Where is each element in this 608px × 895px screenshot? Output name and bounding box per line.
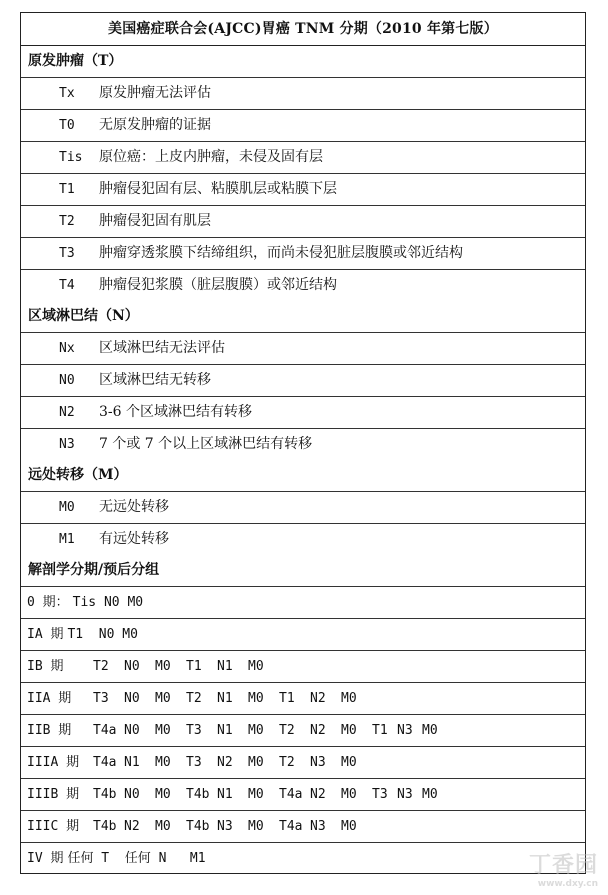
stage-cell: M0 — [248, 755, 264, 770]
stage-row — [21, 811, 585, 843]
stage-cell: T3 — [186, 723, 202, 738]
stage-cell: T3 — [372, 787, 388, 802]
stage-cell: M0 — [155, 723, 171, 738]
stage-cell: M0 — [155, 787, 171, 802]
stage-cell: T1 — [372, 723, 388, 738]
t-category-row — [21, 206, 585, 238]
n-category-row — [21, 429, 585, 460]
watermark-logo — [529, 848, 598, 889]
stage-row — [21, 843, 585, 874]
n-category-row — [21, 397, 585, 429]
stage-cell: M0 — [155, 755, 171, 770]
stage-cell: T3 — [186, 755, 202, 770]
stage-cell: M0 — [341, 755, 357, 770]
stage-cell: N2 — [217, 755, 233, 770]
stage-label: 0 期： — [27, 595, 69, 610]
t-category-description: 无原发肿瘤的证据 — [99, 117, 211, 133]
stage-cell: T1 — [279, 691, 295, 706]
stage-cell: T4a — [93, 755, 117, 770]
stage-cell: M0 — [155, 819, 171, 834]
stage-cell: N3 — [217, 819, 233, 834]
stage-cell: T3 — [93, 691, 109, 706]
n-category-code: N0 — [59, 373, 75, 388]
stage-row — [21, 779, 585, 811]
stage-cell: N1 — [217, 787, 233, 802]
stage-combination: T1 N0 M0 — [67, 627, 138, 642]
n-category-row — [21, 365, 585, 397]
stage-label: IIIC 期 — [27, 819, 80, 834]
stage-cell: M0 — [155, 659, 171, 674]
stage-cell: T2 — [279, 723, 295, 738]
t-category-row — [21, 238, 585, 270]
watermark-url: www.dxy.cn — [537, 879, 598, 889]
stage-label: IA 期 — [27, 627, 64, 642]
stage-cell: N2 — [310, 723, 326, 738]
stage-section-heading: 解剖学分期/预后分组 — [21, 555, 585, 587]
stage-cell: T2 — [186, 691, 202, 706]
t-category-description: 原发肿瘤无法评估 — [99, 85, 211, 101]
t-category-code: Tx — [59, 86, 75, 101]
n-category-code: Nx — [59, 341, 75, 356]
m-section-heading: 远处转移（M） — [21, 460, 585, 492]
stage-cell: M0 — [341, 787, 357, 802]
stage-cell: T1 — [186, 659, 202, 674]
stage-cell: N3 — [397, 787, 413, 802]
stage-row — [21, 587, 585, 619]
stage-cell: T4b — [186, 819, 210, 834]
stage-cell: N3 — [310, 755, 326, 770]
watermark-text: 丁香园 — [528, 853, 598, 878]
stage-row — [21, 683, 585, 715]
stage-cell: N1 — [217, 691, 233, 706]
m-category-code: M0 — [59, 500, 75, 515]
stage-cell: M0 — [248, 691, 264, 706]
stage-row — [21, 651, 585, 683]
stage-cell: T4a — [279, 819, 303, 834]
stage-cell: M0 — [422, 723, 438, 738]
n-category-description: 区域淋巴结无转移 — [99, 372, 211, 388]
n-category-description: 7 个或 7 个以上区域淋巴结有转移 — [99, 436, 313, 452]
stage-label: IV 期 — [27, 851, 64, 866]
t-category-description: 肿瘤侵犯浆膜（脏层腹膜）或邻近结构 — [99, 277, 337, 293]
n-section-heading: 区域淋巴结（N） — [21, 301, 585, 333]
stage-label: IIIA 期 — [27, 755, 80, 770]
stage-row — [21, 619, 585, 651]
m-category-description: 无远处转移 — [99, 499, 169, 515]
stage-cell: N3 — [310, 819, 326, 834]
stage-cell: M0 — [248, 723, 264, 738]
stage-cell: N0 — [124, 723, 140, 738]
stage-cell: T4b — [93, 819, 117, 834]
stage-label: IIIB 期 — [27, 787, 80, 802]
stage-cell: M0 — [341, 691, 357, 706]
stage-cell: N0 — [124, 659, 140, 674]
stage-label: IIB 期 — [27, 723, 72, 738]
t-category-code: T3 — [59, 246, 75, 261]
t-category-row — [21, 270, 585, 301]
t-category-row — [21, 174, 585, 206]
stage-cell: N2 — [310, 787, 326, 802]
stage-cell: T2 — [93, 659, 109, 674]
stage-combination: Tis N0 M0 — [72, 595, 144, 610]
stage-cell: T4b — [93, 787, 117, 802]
t-category-code: T1 — [59, 182, 75, 197]
tnm-staging-table — [20, 12, 586, 874]
stage-cell: T2 — [279, 755, 295, 770]
stage-row — [21, 715, 585, 747]
t-category-code: T4 — [59, 278, 75, 293]
t-category-row — [21, 78, 585, 110]
t-category-row — [21, 110, 585, 142]
t-category-description: 肿瘤侵犯固有肌层 — [99, 213, 211, 229]
t-category-description: 原位癌：上皮内肿瘤，未侵及固有层 — [99, 149, 323, 165]
stage-combination: 任何 T 任何 N M1 — [67, 851, 206, 866]
m-category-row — [21, 492, 585, 524]
stage-cell: T4a — [93, 723, 117, 738]
stage-row — [21, 747, 585, 779]
t-category-code: T0 — [59, 118, 75, 133]
stage-cell: N1 — [217, 723, 233, 738]
stage-cell: N2 — [310, 691, 326, 706]
stage-label: IIA 期 — [27, 691, 72, 706]
t-category-description: 肿瘤侵犯固有层、粘膜肌层或粘膜下层 — [99, 181, 337, 197]
m-category-row — [21, 524, 585, 555]
n-category-description: 区域淋巴结无法评估 — [99, 340, 225, 356]
m-category-code: M1 — [59, 532, 75, 547]
stage-label: IB 期 — [27, 659, 64, 674]
stage-cell: M0 — [248, 787, 264, 802]
t-section-heading: 原发肿瘤（T） — [21, 46, 585, 78]
stage-cell: N3 — [397, 723, 413, 738]
n-category-row — [21, 333, 585, 365]
t-category-code: Tis — [59, 150, 83, 165]
stage-cell: N1 — [124, 755, 140, 770]
t-category-code: T2 — [59, 214, 75, 229]
stage-cell: M0 — [422, 787, 438, 802]
m-category-description: 有远处转移 — [99, 531, 169, 547]
stage-cell: N1 — [217, 659, 233, 674]
stage-cell: M0 — [341, 723, 357, 738]
t-category-description: 肿瘤穿透浆膜下结缔组织，而尚未侵犯脏层腹膜或邻近结构 — [99, 245, 463, 261]
stage-cell: T4a — [279, 787, 303, 802]
stage-cell: T4b — [186, 787, 210, 802]
n-category-description: 3-6 个区域淋巴结有转移 — [99, 404, 252, 420]
stage-cell: M0 — [341, 819, 357, 834]
stage-cell: N0 — [124, 787, 140, 802]
stage-cell: M0 — [155, 691, 171, 706]
stage-cell: M0 — [248, 819, 264, 834]
stage-cell: N2 — [124, 819, 140, 834]
n-category-code: N2 — [59, 405, 75, 420]
table-title: 美国癌症联合会(AJCC)胃癌 TNM 分期（2010 年第七版） — [21, 13, 585, 46]
stage-cell: N0 — [124, 691, 140, 706]
n-category-code: N3 — [59, 437, 75, 452]
t-category-row — [21, 142, 585, 174]
stage-cell: M0 — [248, 659, 264, 674]
